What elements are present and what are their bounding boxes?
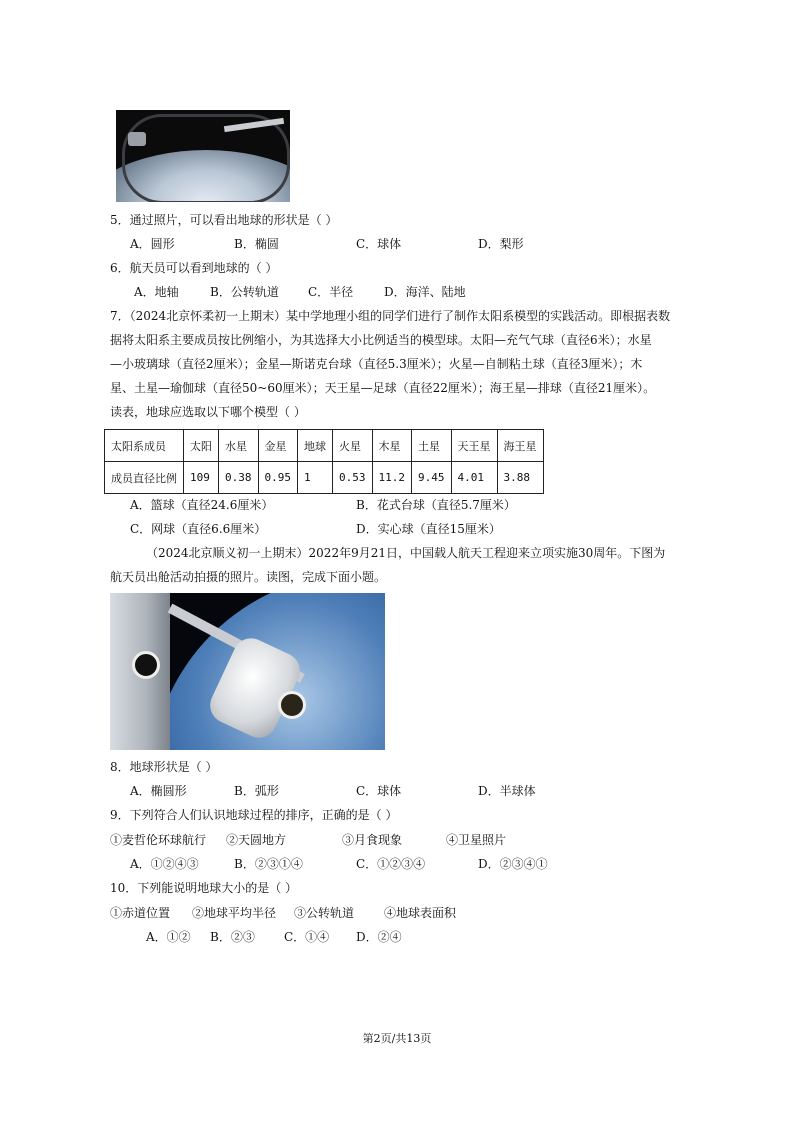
- table-header-cell: 太阳系成员: [105, 430, 184, 462]
- q9-stem: 9．下列符合人们认识地球过程的排序，正确的是（ ）: [110, 808, 398, 822]
- intro-line-1: （2024北京顺义初一上期末）2022年9月21日，中国载人航天工程迎来立项实施30周年。下图为: [146, 546, 666, 560]
- q10-option-c[interactable]: C．①④: [284, 930, 330, 944]
- q8-option-b[interactable]: B．弧形: [234, 784, 279, 798]
- q9-item-1: ①麦哲伦环球航行: [110, 833, 207, 847]
- table-cell: 0.53: [333, 462, 373, 494]
- q10-option-a[interactable]: A．①②: [146, 930, 191, 944]
- q9-option-b[interactable]: B．②③①④: [234, 857, 303, 871]
- q8-stem: 8．地球形状是（ ）: [110, 760, 218, 774]
- table-header-cell: 金星: [258, 430, 298, 462]
- planet-diameter-table: [104, 429, 544, 494]
- table-header-cell: 土星: [412, 430, 452, 462]
- q7-option-b[interactable]: B．花式台球（直径5.7厘米）: [356, 498, 516, 512]
- q9-option-a[interactable]: A．①②④③: [130, 857, 199, 871]
- table-header-cell: 火星: [333, 430, 373, 462]
- table-header-cell: 水星: [219, 430, 259, 462]
- q9-option-c[interactable]: C．①②③④: [356, 857, 426, 871]
- q10-item-3: ③公转轨道: [294, 906, 355, 920]
- q7-option-a[interactable]: A．篮球（直径24.6厘米）: [130, 498, 274, 512]
- table-cell: 0.95: [258, 462, 298, 494]
- table-header-cell: 木星: [372, 430, 412, 462]
- table-cell: 0.38: [219, 462, 259, 494]
- intro-line-2: 航天员出舱活动拍摄的照片。读图，完成下面小题。: [110, 570, 387, 584]
- q8-option-d[interactable]: D．半球体: [478, 784, 536, 798]
- q10-item-1: ①赤道位置: [110, 906, 171, 920]
- q10-stem: 10．下列能说明地球大小的是（ ）: [110, 881, 298, 895]
- q7-line-3: —小玻璃球（直径2厘米）；金星—斯诺克台球（直径5.3厘米）；火星—自制粘土球（直径3厘米）；木: [110, 357, 643, 371]
- q5-option-a[interactable]: A．圆形: [130, 237, 175, 251]
- q7-line-4: 星、土星—瑜伽球（直径50~60厘米）；天王星—足球（直径22厘米）；海王星—排球（直径21厘米）。: [110, 381, 656, 395]
- q9-option-d[interactable]: D．②③④①: [478, 857, 548, 871]
- porthole-frame: [122, 114, 290, 202]
- q6-option-c[interactable]: C．半径: [308, 285, 354, 299]
- q10-option-d[interactable]: D．②④: [356, 930, 402, 944]
- station-module: [128, 132, 146, 146]
- q10-item-4: ④地球表面积: [384, 906, 457, 920]
- q7-option-c[interactable]: C．网球（直径6.6厘米）: [130, 522, 267, 536]
- q5-option-b[interactable]: B．椭圆: [234, 237, 279, 251]
- earth-porthole-photo: [116, 110, 290, 202]
- q7-line-5: 读表，地球应选取以下哪个模型（ ）: [110, 405, 306, 419]
- q6-option-d[interactable]: D．海洋、陆地: [384, 285, 466, 299]
- table-cell: 9.45: [412, 462, 452, 494]
- q9-item-2: ②天圆地方: [226, 833, 287, 847]
- q5-option-d[interactable]: D．梨形: [478, 237, 524, 251]
- table-cell: 11.2: [372, 462, 412, 494]
- table-header-cell: 天王星: [451, 430, 497, 462]
- q6-option-a[interactable]: A．地轴: [134, 285, 179, 299]
- table-header-cell: 太阳: [184, 430, 219, 462]
- q5-option-c[interactable]: C．球体: [356, 237, 402, 251]
- table-header-cell: 地球: [298, 430, 333, 462]
- astronaut-helmet: [278, 691, 306, 719]
- q5-stem: 5．通过照片，可以看出地球的形状是（ ）: [110, 213, 338, 227]
- q7-line-2: 据将太阳系主要成员按比例缩小，为其选择大小比例适当的模型球。太阳—充气气球（直径6米）；水星: [110, 333, 652, 347]
- hatch-port: [132, 651, 160, 679]
- table-cell: 4.01: [451, 462, 497, 494]
- table-cell: 1: [298, 462, 333, 494]
- q10-item-2: ②地球平均半径: [192, 906, 277, 920]
- q7-option-d[interactable]: D．实心球（直径15厘米）: [356, 522, 501, 536]
- page-footer: 第2页/共13页: [362, 1032, 432, 1045]
- q9-item-4: ④卫星照片: [446, 833, 507, 847]
- q10-option-b[interactable]: B．②③: [210, 930, 255, 944]
- table-row: [105, 462, 544, 494]
- table-header-cell: 海王星: [497, 430, 543, 462]
- astronaut-spacewalk-photo: [110, 593, 385, 750]
- q7-line-1: 7．（2024北京怀柔初一上期末）某中学地理小组的同学们进行了制作太阳系模型的实践活动。即根据表数: [110, 309, 671, 323]
- table-cell: 109: [184, 462, 219, 494]
- table-cell: 3.88: [497, 462, 543, 494]
- q6-option-b[interactable]: B．公转轨道: [210, 285, 279, 299]
- q8-option-a[interactable]: A．椭圆形: [130, 784, 187, 798]
- q9-item-3: ③月食现象: [342, 833, 403, 847]
- q6-stem: 6．航天员可以看到地球的（ ）: [110, 261, 278, 275]
- table-header-row: [105, 430, 544, 462]
- table-cell: 成员直径比例: [105, 462, 184, 494]
- q8-option-c[interactable]: C．球体: [356, 784, 402, 798]
